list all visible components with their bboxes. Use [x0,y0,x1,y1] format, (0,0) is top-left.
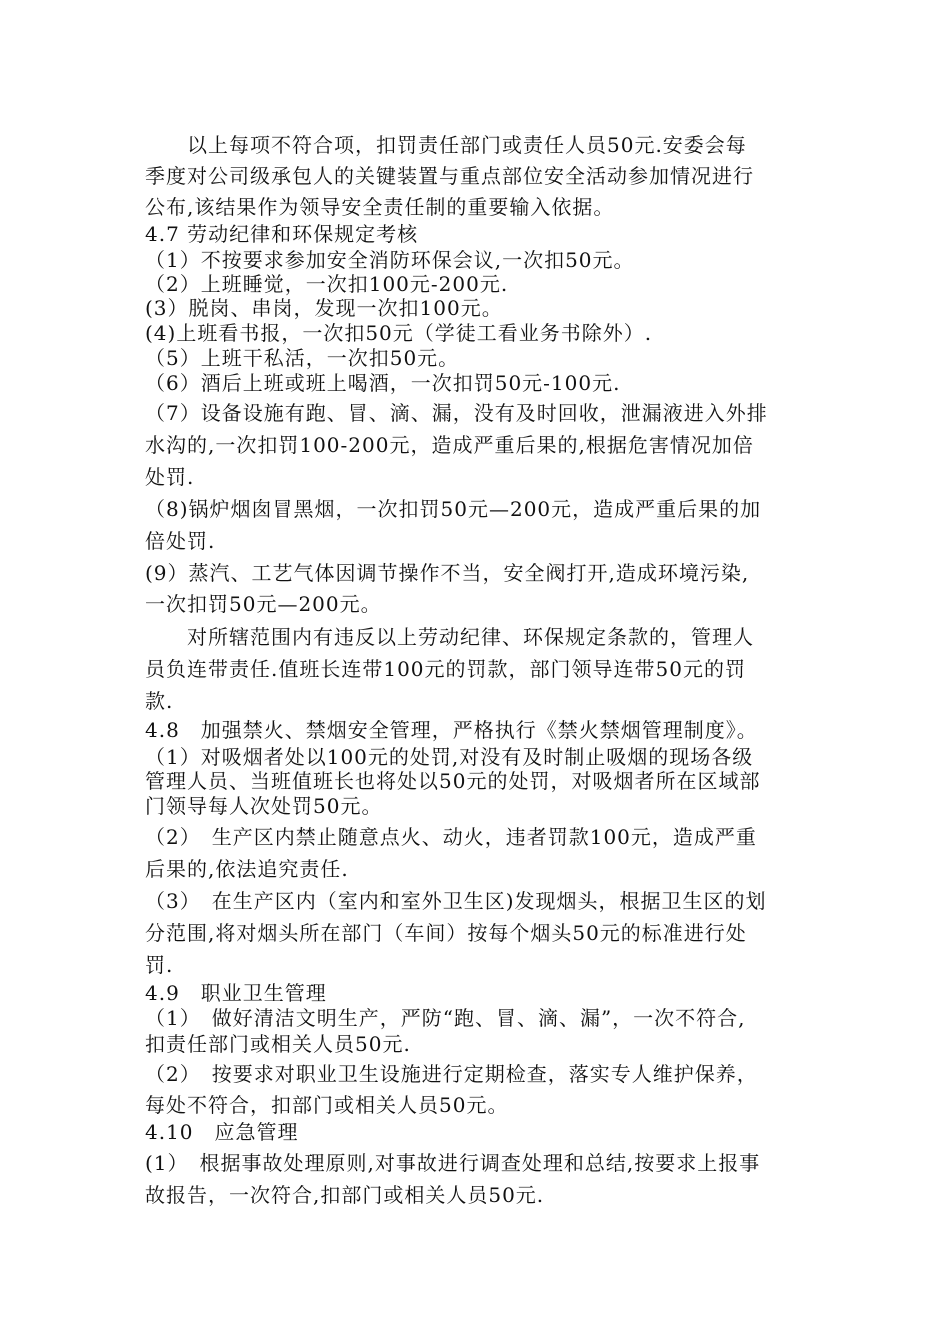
list-item-continuation: 水沟的,一次扣罚100-200元，造成严重后果的,根据危害情况加倍 [145,433,754,457]
list-item-continuation: 一次扣罚50元—200元。 [145,592,382,616]
paragraph-line: 季度对公司级承包人的关键装置与重点部位安全活动参加情况进行 [145,164,754,188]
section-heading: 4.9 职业卫生管理 [145,981,327,1005]
list-item: (1） 根据事故处理原则,对事故进行调查处理和总结,按要求上报事 [145,1151,761,1175]
paragraph-line: 款. [145,689,174,713]
list-item-continuation: 门领导每人次处罚50元。 [145,794,383,818]
paragraph-line: 对所辖范围内有违反以上劳动纪律、环保规定条款的，管理人 [187,625,754,649]
paragraph-line: 以上每项不符合项，扣罚责任部门或责任人员50元.安委会每 [187,133,747,157]
list-item: （8)锅炉烟囱冒黑烟，一次扣罚50元—200元，造成严重后果的加 [145,497,762,521]
section-heading: 4.10 应急管理 [145,1120,299,1144]
list-item: （2） 按要求对职业卫生设施进行定期检查，落实专人维护保养， [145,1062,758,1086]
list-item-continuation: 扣责任部门或相关人员50元. [145,1032,411,1056]
section-heading: 4.8 加强禁火、禁烟安全管理，严格执行《禁火禁烟管理制度》。 [145,718,758,742]
list-item: （5）上班干私活，一次扣50元。 [145,346,460,370]
list-item: (9）蒸汽、工艺气体因调节操作不当，安全阀打开,造成环境污染, [145,561,750,585]
list-item-continuation: 分范围,将对烟头所在部门（车间）按每个烟头50元的标准进行处 [145,921,747,945]
list-item: (3）脱岗、串岗，发现一次扣100元。 [145,296,503,320]
list-item-continuation: 后果的,依法追究责任. [145,857,349,881]
section-heading: 4.7 劳动纪律和环保规定考核 [145,222,419,246]
list-item: （2） 生产区内禁止随意点火、动火，违者罚款100元，造成严重 [145,825,757,849]
list-item-continuation: 处罚. [145,465,195,489]
list-item: （1） 做好清洁文明生产，严防“跑、冒、滴、漏”，一次不符合, [145,1006,746,1030]
list-item-continuation: 罚. [145,953,174,977]
list-item: (4)上班看书报，一次扣50元（学徒工看业务书除外）. [145,321,653,345]
list-item: （2）上班睡觉，一次扣100元-200元. [145,272,509,296]
paragraph-line: 公布,该结果作为领导安全责任制的重要输入依据。 [145,195,615,219]
list-item-continuation: 倍处罚. [145,529,216,553]
list-item-continuation: 管理人员、当班值班长也将处以50元的处罚，对吸烟者所在区域部 [145,769,761,793]
list-item: （1）不按要求参加安全消防环保会议,一次扣50元。 [145,248,635,272]
list-item: （1）对吸烟者处以100元的处罚,对没有及时制止吸烟的现场各级 [145,745,754,769]
list-item: （3） 在生产区内（室内和室外卫生区)发现烟头，根据卫生区的划 [145,889,767,913]
list-item-continuation: 每处不符合，扣部门或相关人员50元。 [145,1093,509,1117]
list-item: （7）设备设施有跑、冒、滴、漏，没有及时回收，泄漏液进入外排 [145,401,768,425]
paragraph-line: 员负连带责任.值班长连带100元的罚款，部门领导连带50元的罚 [145,657,746,681]
list-item: （6）酒后上班或班上喝酒，一次扣罚50元-100元. [145,371,621,395]
list-item-continuation: 故报告，一次符合,扣部门或相关人员50元. [145,1183,545,1207]
